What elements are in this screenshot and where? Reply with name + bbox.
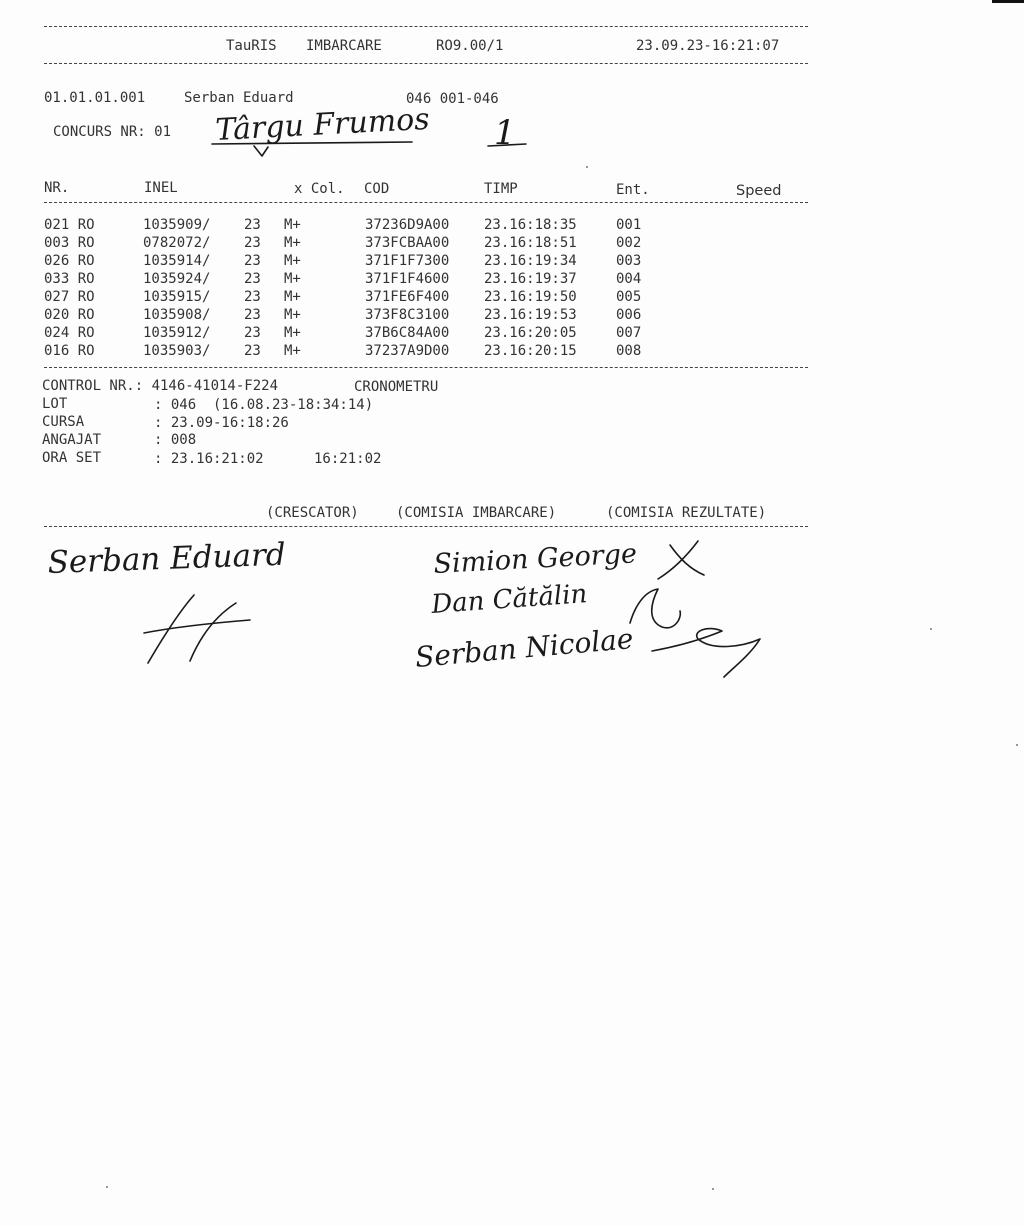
commission-mark-1a bbox=[658, 541, 698, 579]
cell-inel: 1035908/ bbox=[143, 307, 211, 323]
cell-nr: 021 RO bbox=[44, 217, 95, 233]
cell-year: 23 bbox=[244, 235, 261, 251]
table-row bbox=[0, 217, 820, 235]
commission-mark-3 bbox=[652, 629, 760, 677]
column-header-speed: Speed bbox=[736, 183, 782, 199]
scan-speck bbox=[586, 166, 588, 168]
cell-col: M+ bbox=[284, 217, 301, 233]
owner-initials-stroke-2 bbox=[190, 603, 236, 661]
cell-nr: 016 RO bbox=[44, 343, 95, 359]
cell-cod: 371F1F7300 bbox=[365, 253, 450, 269]
cell-ent: 004 bbox=[616, 271, 642, 287]
cell-inel: 0782072/ bbox=[143, 235, 211, 251]
commission-mark-2 bbox=[630, 589, 680, 628]
owner-initials-stroke-3 bbox=[144, 620, 250, 633]
angajat-label: ANGAJAT bbox=[42, 432, 102, 448]
cell-inel: 1035914/ bbox=[143, 253, 211, 269]
commission-signature-1-text: Simion George bbox=[432, 538, 638, 580]
column-header-timp: TIMP bbox=[484, 181, 518, 197]
cell-nr: 026 RO bbox=[44, 253, 95, 269]
ora-set-value: : 23.16:21:02 bbox=[154, 451, 264, 467]
cell-ent: 003 bbox=[616, 253, 642, 269]
signature-header-imbarcare: (COMISIA IMBARCARE) bbox=[396, 505, 557, 521]
cell-nr: 024 RO bbox=[44, 325, 95, 341]
ora-set-label: ORA SET bbox=[42, 450, 102, 466]
cell-ent: 006 bbox=[616, 307, 642, 323]
cell-year: 23 bbox=[244, 217, 261, 233]
cell-year: 23 bbox=[244, 253, 261, 269]
cell-inel: 1035915/ bbox=[143, 289, 211, 305]
cell-col: M+ bbox=[284, 235, 301, 251]
header-version: RO9.00/1 bbox=[436, 38, 504, 54]
cell-inel: 1035912/ bbox=[143, 325, 211, 341]
lot-value: : 046 (16.08.23-18:34:14) bbox=[154, 397, 374, 413]
cell-year: 23 bbox=[244, 271, 261, 287]
cell-ent: 005 bbox=[616, 289, 642, 305]
cursa-label: CURSA bbox=[42, 414, 85, 430]
cell-timp: 23.16:19:34 bbox=[484, 253, 577, 269]
cell-timp: 23.16:18:35 bbox=[484, 217, 577, 233]
cell-year: 23 bbox=[244, 307, 261, 323]
column-header-ent: Ent. bbox=[616, 182, 650, 198]
header-top-rule bbox=[44, 26, 808, 27]
header-bottom-rule bbox=[44, 63, 808, 64]
header-mode: IMBARCARE bbox=[306, 38, 382, 54]
scan-speck bbox=[930, 628, 932, 630]
cell-col: M+ bbox=[284, 253, 301, 269]
lot-label: LOT bbox=[42, 396, 68, 412]
cell-timp: 23.16:19:37 bbox=[484, 271, 577, 287]
cell-timp: 23.16:20:15 bbox=[484, 343, 577, 359]
cell-nr: 003 RO bbox=[44, 235, 95, 251]
scan-speck bbox=[712, 1188, 714, 1190]
table-bottom-rule bbox=[44, 367, 808, 368]
cell-cod: 373F8C3100 bbox=[365, 307, 450, 323]
cell-col: M+ bbox=[284, 325, 301, 341]
commission-signature-3-text: Serban Nicolae bbox=[413, 622, 635, 674]
column-header-cod: COD bbox=[364, 181, 390, 197]
cell-ent: 008 bbox=[616, 343, 642, 359]
cell-col: M+ bbox=[284, 343, 301, 359]
owner-range: 046 001-046 bbox=[406, 91, 499, 107]
cell-col: M+ bbox=[284, 307, 301, 323]
signature-header-crescator: (CRESCATOR) bbox=[266, 505, 359, 521]
column-header-col: x Col. bbox=[294, 181, 345, 197]
table-row bbox=[0, 271, 820, 289]
owner-signature bbox=[40, 535, 360, 675]
contest-label: CONCURS NR: 01 bbox=[53, 124, 172, 140]
cell-col: M+ bbox=[284, 289, 301, 305]
table-header-rule bbox=[44, 202, 808, 203]
header-system: TauRIS bbox=[226, 38, 277, 54]
cell-cod: 371FE6F400 bbox=[365, 289, 450, 305]
cell-ent: 007 bbox=[616, 325, 642, 341]
cell-cod: 37B6C84A00 bbox=[365, 325, 450, 341]
scan-speck bbox=[1016, 744, 1018, 746]
cell-nr: 020 RO bbox=[44, 307, 95, 323]
header-printed-at: 23.09.23-16:21:07 bbox=[636, 38, 780, 54]
cell-timp: 23.16:19:53 bbox=[484, 307, 577, 323]
table-row bbox=[0, 343, 820, 361]
commission-signature-2-text: Dan Cătălin bbox=[430, 579, 589, 620]
cell-cod: 37236D9A00 bbox=[365, 217, 450, 233]
cursa-value: : 23.09-16:18:26 bbox=[154, 415, 289, 431]
ora-set-value-2: 16:21:02 bbox=[314, 451, 382, 467]
cell-year: 23 bbox=[244, 289, 261, 305]
table-row bbox=[0, 289, 820, 307]
cell-nr: 027 RO bbox=[44, 289, 95, 305]
cell-inel: 1035909/ bbox=[143, 217, 211, 233]
cell-timp: 23.16:18:51 bbox=[484, 235, 577, 251]
cell-timp: 23.16:19:50 bbox=[484, 289, 577, 305]
contest-number-text: 1 bbox=[494, 113, 516, 153]
cell-cod: 37237A9D00 bbox=[365, 343, 450, 359]
cell-inel: 1035903/ bbox=[143, 343, 211, 359]
signature-rule bbox=[44, 526, 808, 527]
cell-cod: 373FCBAA00 bbox=[365, 235, 450, 251]
table-row bbox=[0, 235, 820, 253]
scan-speck bbox=[106, 1186, 108, 1188]
cell-cod: 371F1F4600 bbox=[365, 271, 450, 287]
device-name: CRONOMETRU bbox=[354, 379, 439, 395]
cell-year: 23 bbox=[244, 325, 261, 341]
angajat-value: : 008 bbox=[154, 432, 197, 448]
contest-place-handwriting bbox=[208, 100, 548, 170]
control-number: CONTROL NR.: 4146-41014-F224 bbox=[42, 378, 279, 394]
table-row bbox=[0, 253, 820, 271]
scan-edge-mark bbox=[992, 0, 1024, 3]
cell-timp: 23.16:20:05 bbox=[484, 325, 577, 341]
table-row bbox=[0, 307, 820, 325]
cell-year: 23 bbox=[244, 343, 261, 359]
commission-mark-1b bbox=[670, 545, 704, 575]
owner-id: 01.01.01.001 bbox=[44, 90, 146, 106]
commission-signatures bbox=[412, 535, 792, 685]
cell-ent: 002 bbox=[616, 235, 642, 251]
cell-nr: 033 RO bbox=[44, 271, 95, 287]
column-header-inel: INEL bbox=[144, 180, 178, 196]
column-header-nr: NR. bbox=[44, 180, 70, 196]
cell-col: M+ bbox=[284, 271, 301, 287]
table-row bbox=[0, 325, 820, 343]
cell-ent: 001 bbox=[616, 217, 642, 233]
owner-name: Serban Eduard bbox=[184, 90, 294, 106]
contest-caret bbox=[254, 146, 268, 156]
owner-signature-text: Serban Eduard bbox=[47, 536, 287, 581]
signature-header-rezultate: (COMISIA REZULTATE) bbox=[606, 505, 767, 521]
contest-place-text: Târgu Frumos bbox=[214, 101, 431, 148]
cell-inel: 1035924/ bbox=[143, 271, 211, 287]
